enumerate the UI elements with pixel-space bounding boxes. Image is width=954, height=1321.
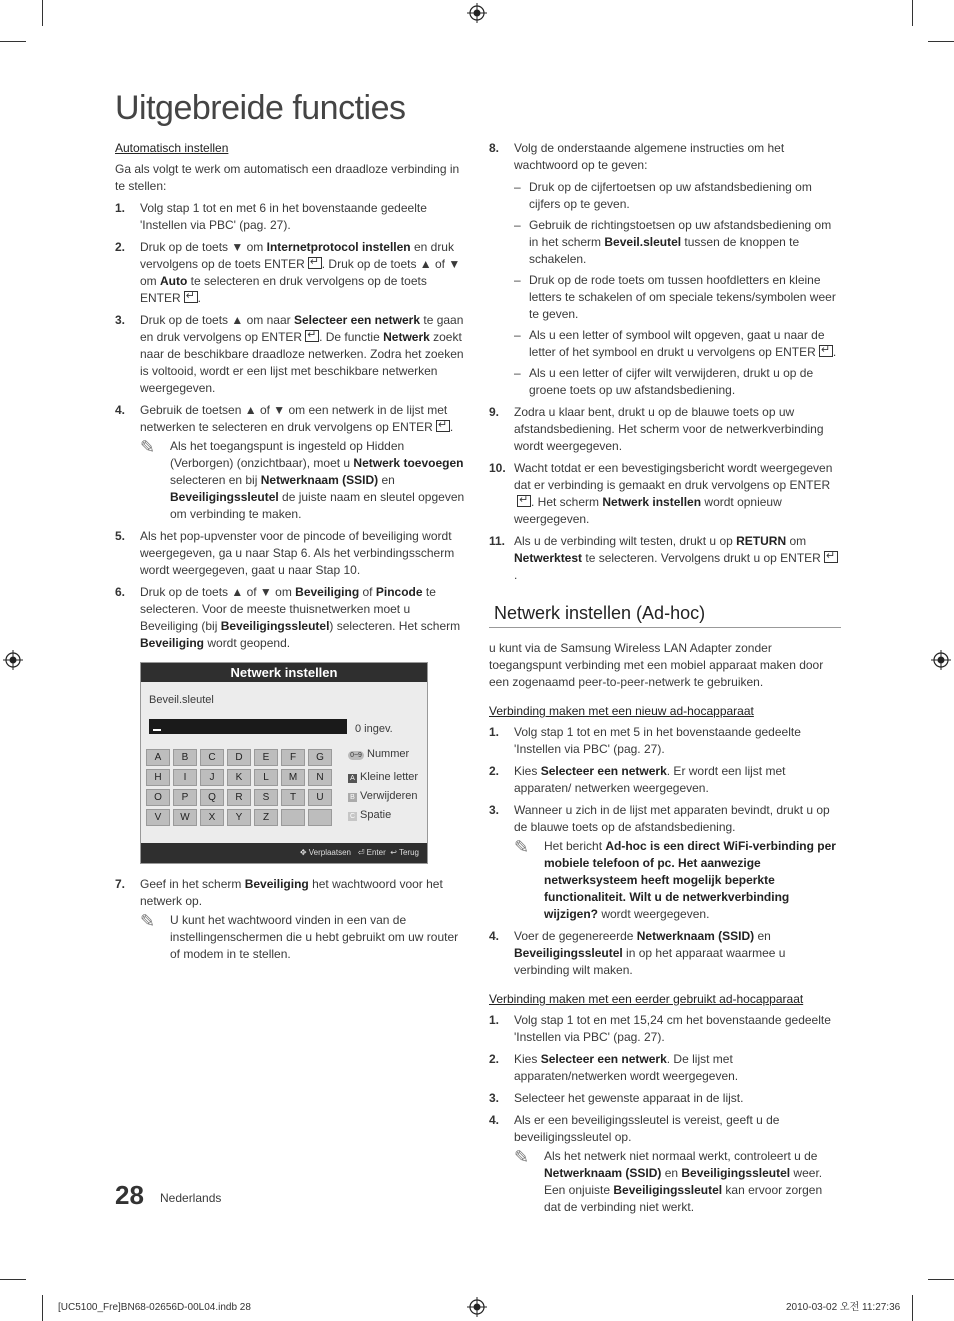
enter-icon — [184, 291, 198, 303]
adhoc-step-2: 2. Kies Selecteer een netwerk. Er wordt een lijst met apparaten/ netwerken weergegeven. — [489, 764, 786, 795]
step-9: 9. Zodra u klaar bent, drukt u op de blauwe toets op uw afstandsbediening. Het scherm voor de netwerkverbinding wordt weergegeven. — [489, 405, 824, 453]
crop-mark — [912, 0, 913, 26]
prev-step-2: 2. Kies Selecteer een netwerk. De lijst met apparaten/netwerken wordt weergegeven. — [489, 1052, 739, 1083]
file-slug: [UC5100_Fre]BN68-02656D-00L04.indb 28 — [58, 1302, 251, 1313]
page-number: 28 — [115, 1180, 144, 1210]
keyboard-key[interactable]: D — [227, 749, 251, 766]
crop-mark — [0, 1279, 26, 1280]
note: ✎ U kunt het wachtwoord vinden in een van de instellingenschermen die u hebt gebruikt om uw router of modem in te stellen. — [140, 911, 459, 961]
security-key-input[interactable] — [149, 719, 347, 734]
keyboard-key[interactable]: A — [146, 749, 170, 766]
keyboard-key[interactable]: Y — [227, 809, 251, 826]
keyboard-key[interactable]: G — [308, 749, 332, 766]
step-7: 7. Geef in het scherm Beveiliging het wachtwoord voor het netwerk op. ✎ U kunt het wachtwoord vinden in een van de instellingenschermen die u hebt gebruikt om uw router of modem in te stellen. — [115, 876, 467, 963]
keyboard-key[interactable]: X — [200, 809, 224, 826]
keyboard-key[interactable]: Z — [254, 809, 278, 826]
keyboard-key[interactable]: J — [200, 769, 224, 786]
section-heading: Automatisch instellen — [115, 141, 229, 155]
step-4: 4. Gebruik de toetsen ▲ of ▼ om een netwerk in de lijst met netwerken te selecteren en druk vervolgens op ENTER↵ . ✎ Als het toegangspunt is ingesteld op Hidden (Verborgen) (onzichtbaar), moet u Netwerk toevoegen selecteren en bij Netwerknaam (SSID) en Beveiligingssleutel de juiste naam en sleutel opgeven om verbinding te maken. — [115, 402, 467, 523]
keyboard-key[interactable]: V — [146, 809, 170, 826]
note: ✎ Als het netwerk niet normaal werkt, controleert u de Netwerknaam (SSID) en Beveiligingssleutel weer. Een onjuiste Beveiligingssleutel kan ervoor zorgen dat de verbinding niet werkt. — [514, 1147, 823, 1214]
crop-mark — [928, 1279, 954, 1280]
keyboard-key[interactable]: Q — [200, 789, 224, 806]
dialog-help-bar: ✥ Verplaatsen ⏎ Enter ↩ Terug — [141, 843, 427, 863]
bullet: – Als u een letter of cijfer wilt verwijderen, drukt u op de groene toets op uw afstandsbediening. — [514, 366, 814, 397]
enter-icon — [308, 257, 322, 269]
step-1: 1. Volg stap 1 tot en met 6 in het bovenstaande gedeelte 'Instellen via PBC' (pag. 27). — [115, 201, 427, 232]
keyboard-key[interactable]: S — [254, 789, 278, 806]
crop-mark — [42, 1295, 43, 1321]
keyboard-key[interactable]: H — [146, 769, 170, 786]
keyboard-grid — [146, 749, 332, 826]
prev-step-1: 1. Volg stap 1 tot en met 15,24 cm het bovenstaande gedeelte 'Instellen via PBC' (pag. 27). — [489, 1013, 831, 1044]
enter-icon — [305, 330, 319, 342]
step-3: 3. Druk op de toets ▲ om naar Selecteer een netwerk te gaan en druk vervolgens op ENTER↵ . De functie Netwerk zoekt naar de beschikbare draadloze netwerken. Zodra het zoeken is voltooid, wordt er een lijst met beschikbare netwerken weergegeven. — [115, 312, 467, 397]
language-label: Nederlands — [160, 1191, 222, 1205]
section-heading: Verbinding maken met een nieuw ad-hocapparaat — [489, 704, 754, 718]
bullet: – Als u een letter of symbool wilt opgeven, gaat u naar de letter of het symbool en drukt u vervolgens op ENTER↵ . — [514, 327, 841, 361]
adhoc-step-1: 1. Volg stap 1 tot en met 5 in het bovenstaande gedeelte 'Instellen via PBC' (pag. 27). — [489, 725, 801, 756]
left-column — [115, 140, 467, 968]
registration-mark-icon — [467, 3, 487, 23]
return-icon: ↩ — [390, 848, 397, 857]
bullet: – Druk op de cijfertoetsen op uw afstandsbediening om cijfers op te geven. — [514, 180, 812, 211]
registration-mark-icon — [3, 650, 23, 670]
bullet: – Druk op de rode toets om tussen hoofdletters en kleine letters te schakelen of om speciale tekens/symbolen weer te geven. — [514, 273, 836, 321]
keyboard-key[interactable]: C — [200, 749, 224, 766]
adhoc-step-3: 3. Wanneer u zich in de lijst met apparaten bevindt, drukt u op de blauwe toets op de afstandsbediening. ✎ Het bericht Ad-hoc is een direct WiFi-verbinding per mobiele telefoon of pc. Het aanwezige netwerksysteem heeft mogelijk beperkte functionaliteit. Wilt u de netwerkverbinding wijzigen? wordt weergegeven. — [489, 802, 841, 923]
registration-mark-icon — [931, 650, 951, 670]
crop-mark — [0, 41, 26, 42]
intro-text: Ga als volgt te werk om automatisch een draadloze verbinding in te stellen: — [115, 162, 460, 193]
note-pencil-icon: ✎ — [140, 911, 156, 931]
keyboard-key[interactable] — [281, 809, 305, 826]
keyboard-key[interactable]: N — [308, 769, 332, 786]
entered-count: 0 ingev. — [355, 723, 393, 735]
note: ✎ Het bericht Ad-hoc is een direct WiFi-verbinding per mobiele telefoon of pc. Het aanwezige netwerksysteem heeft mogelijk beperkte functionaliteit. Wilt u de netwerkverbinding wijzigen? wordt weergegeven. — [514, 837, 836, 921]
step-5: 5. Als het pop-upvenster voor de pincode of beveiliging wordt weergegeven, ga u naar Stap 6. Als het verbindingsscherm wordt weergegeven, gaat u naar Stap 10. — [115, 529, 455, 577]
note-pencil-icon: ✎ — [140, 437, 156, 457]
note-pencil-icon: ✎ — [514, 1147, 530, 1167]
keyboard-key[interactable]: L — [254, 769, 278, 786]
keyboard-key[interactable]: R — [227, 789, 251, 806]
crop-mark — [928, 41, 954, 42]
registration-mark-icon — [467, 1297, 487, 1317]
intro-text: u kunt via de Samsung Wireless LAN Adapter zonder toegangspunt verbinding met een mobiel apparaat maken door een zogenaamd peer-to-peer-netwerk te gebruiken. — [489, 641, 824, 689]
security-key-label: Beveil.sleutel — [149, 694, 214, 706]
enter-icon — [436, 420, 450, 432]
enter-icon — [517, 495, 531, 507]
network-setup-dialog — [140, 662, 428, 864]
option-number: 0~9 Nummer — [348, 747, 409, 761]
step-2: 2. Druk op de toets ▼ om Internetprotocol instellen en druk vervolgens op de toets ENTER↵ . Druk op de toets ▲ of ▼ om Auto te selecteren en druk vervolgens op de toets ENTER↵ . — [115, 239, 467, 307]
move-icon: ✥ — [299, 848, 307, 857]
keyboard-key[interactable]: F — [281, 749, 305, 766]
option-small-letter: A Kleine letter — [348, 770, 418, 784]
dialog-title: Netwerk instellen — [141, 663, 427, 682]
step-8: 8. Volg de onderstaande algemene instructies om het wachtwoord op te geven: – Druk op de cijfertoetsen op uw afstandsbediening om cijfers op te geven. – Gebruik de richtingstoetsen op uw afstandsbediening om in het scherm Beveil.sleutel tussen de knoppen te schakelen. – Druk op de rode toets om tussen hoofdletters en kleine letters te schakelen of om speciale tekens/symbolen weer te geven. – Als u een letter of symbool wilt opgeven, gaat u naar de letter of het symbool en drukt u vervolgens op ENTER↵ . – Als u een letter of cijfer wilt verwijderen, drukt u op de groene toets op uw afstandsbediening. — [489, 140, 841, 399]
keyboard-key[interactable]: W — [173, 809, 197, 826]
step-6: 6. Druk op de toets ▲ of ▼ om Beveiliging of Pincode te selecteren. Voor de meeste thuisnetwerken moet u Beveiliging (bij Beveiligingssleutel) selecteren. Het scherm Beveiliging wordt geopend. — [115, 585, 461, 650]
keyboard-key[interactable]: B — [173, 749, 197, 766]
keyboard-key[interactable]: P — [173, 789, 197, 806]
enter-icon — [819, 345, 833, 357]
prev-step-4: 4. Als er een beveiligingssleutel is vereist, geeft u de beveiligingssleutel op. ✎ Als het netwerk niet normaal werkt, controleert u de Netwerknaam (SSID) en Beveiligingssleutel weer. Een onjuiste Beveiligingssleutel kan ervoor zorgen dat de verbinding niet werkt. — [489, 1112, 841, 1216]
option-space: C Spatie — [349, 809, 392, 821]
date-slug: 2010-03-02 오전 11:27:36 — [786, 1302, 901, 1313]
keyboard-key[interactable]: M — [281, 769, 305, 786]
enter-icon — [824, 551, 838, 563]
section-heading: Verbinding maken met een eerder gebruikt ad-hocapparaat — [489, 992, 804, 1006]
keyboard-key[interactable]: E — [254, 749, 278, 766]
enter-icon: ⏎ — [357, 848, 365, 857]
option-delete: B Verwijderen — [348, 789, 417, 803]
bullet: – Gebruik de richtingstoetsen op uw afstandsbediening om in het scherm Beveil.sleutel tussen de knoppen te schakelen. — [514, 218, 832, 266]
keyboard-key[interactable]: O — [146, 789, 170, 806]
section-title: Netwerk instellen (Ad-hoc) — [489, 602, 841, 628]
keyboard-key[interactable]: U — [308, 789, 332, 806]
keyboard-key[interactable] — [308, 809, 332, 826]
step-10: 10. Wacht totdat er een bevestigingsbericht wordt weergegeven dat er verbinding is gemaakt en druk vervolgens op ENTER↵. Het scherm Netwerk instellen wordt opnieuw weergegeven. — [489, 460, 841, 528]
step-11: 11. Als u de verbinding wilt testen, drukt u op RETURN om Netwerktest te selecteren. Vervolgens drukt u op ENTER↵. — [489, 533, 841, 584]
note-pencil-icon: ✎ — [514, 837, 530, 857]
prev-step-3: 3. Selecteer het gewenste apparaat in de lijst. — [489, 1091, 744, 1105]
page-title: Uitgebreide functies — [115, 89, 406, 127]
keyboard-key[interactable]: K — [227, 769, 251, 786]
right-column — [489, 140, 841, 1221]
crop-mark — [912, 1295, 913, 1321]
keyboard-key[interactable]: I — [173, 769, 197, 786]
crop-mark — [42, 0, 43, 26]
keyboard-key[interactable]: T — [281, 789, 305, 806]
adhoc-step-4: 4. Voer de gegenereerde Netwerknaam (SSID) en Beveiligingssleutel in op het apparaat waarmee u verbinding wilt maken. — [489, 929, 786, 977]
note: ✎ Als het toegangspunt is ingesteld op Hidden (Verborgen) (onzichtbaar), moet u Netwerk toevoegen selecteren en bij Netwerknaam (SSID) en Beveiligingssleutel de juiste naam en sleutel opgeven om verbinding te maken. — [140, 437, 465, 521]
